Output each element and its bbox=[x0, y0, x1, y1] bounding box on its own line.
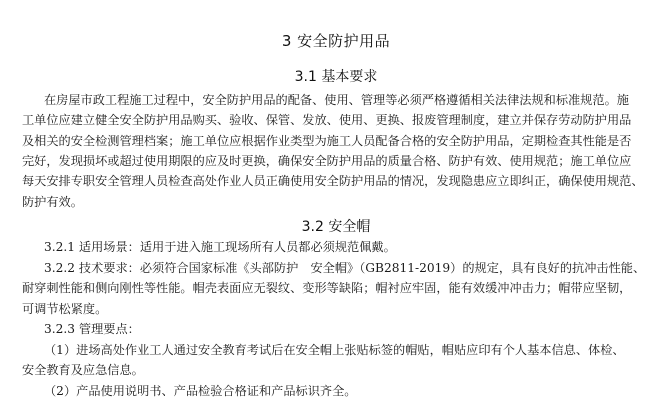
section-title-safety-helmet: 3.2 安全帽 bbox=[301, 219, 371, 235]
section-title-basic-requirements: 3.1 基本要求 bbox=[294, 69, 378, 85]
chapter-title: 3 安全防护用品 bbox=[281, 32, 391, 50]
clause-line: 3.2.3 管理要点： bbox=[44, 322, 140, 336]
paragraph-line: 每天安排专职安全管理人员检查高处作业人员正确使用安全防护用品的情况，发现隐患应立即纠正，确保使用规范、 bbox=[22, 174, 644, 188]
paragraph-line: 及相关的安全检测管理档案；施工单位应根据作业类型为施工人员配备合格的安全防护用品，定期检查其性能是否 bbox=[22, 134, 632, 148]
paragraph-line: 在房屋市政工程施工过程中，安全防护用品的配备、使用、管理等必须严格遵循相关法律法规和标准规范。施 bbox=[44, 93, 629, 107]
clause-line: （1）进场高处作业工人通过安全教育考试后在安全帽上张贴标签的帽贴，帽贴应印有个人基本信息、体检、 bbox=[44, 343, 625, 357]
paragraph-line: 工单位应建立健全安全防护用品购买、验收、保管、发放、使用、更换、报废管理制度，建立并保存劳动防护用品 bbox=[22, 113, 632, 127]
clause-line: （2）产品使用说明书、产品检验合格证和产品标识齐全。 bbox=[44, 384, 357, 398]
clause-line: 可调节松紧度。 bbox=[22, 302, 108, 316]
clause-line: 3.2.2 技术要求：必须符合国家标准《头部防护 安全帽》（GB2811-2019）的规定，具有良好的抗冲击性能、 bbox=[44, 261, 646, 275]
clause-line: 安全教育及应急信息。 bbox=[22, 363, 144, 377]
paragraph-line: 防护有效。 bbox=[22, 195, 83, 209]
clause-line: 耐穿刺性能和侧向刚性等性能。帽壳表面应无裂纹、变形等缺陷；帽衬应牢固，能有效缓冲冲击力；帽带应坚韧， bbox=[22, 281, 632, 295]
clause-line: 3.2.1 适用场景：适用于进入施工现场所有人员都必须规范佩戴。 bbox=[44, 240, 396, 254]
paragraph-line: 完好，发现损坏或超过使用期限的应及时更换，确保安全防护用品的质量合格、防护有效、使用规范；施工单位应 bbox=[22, 154, 632, 168]
